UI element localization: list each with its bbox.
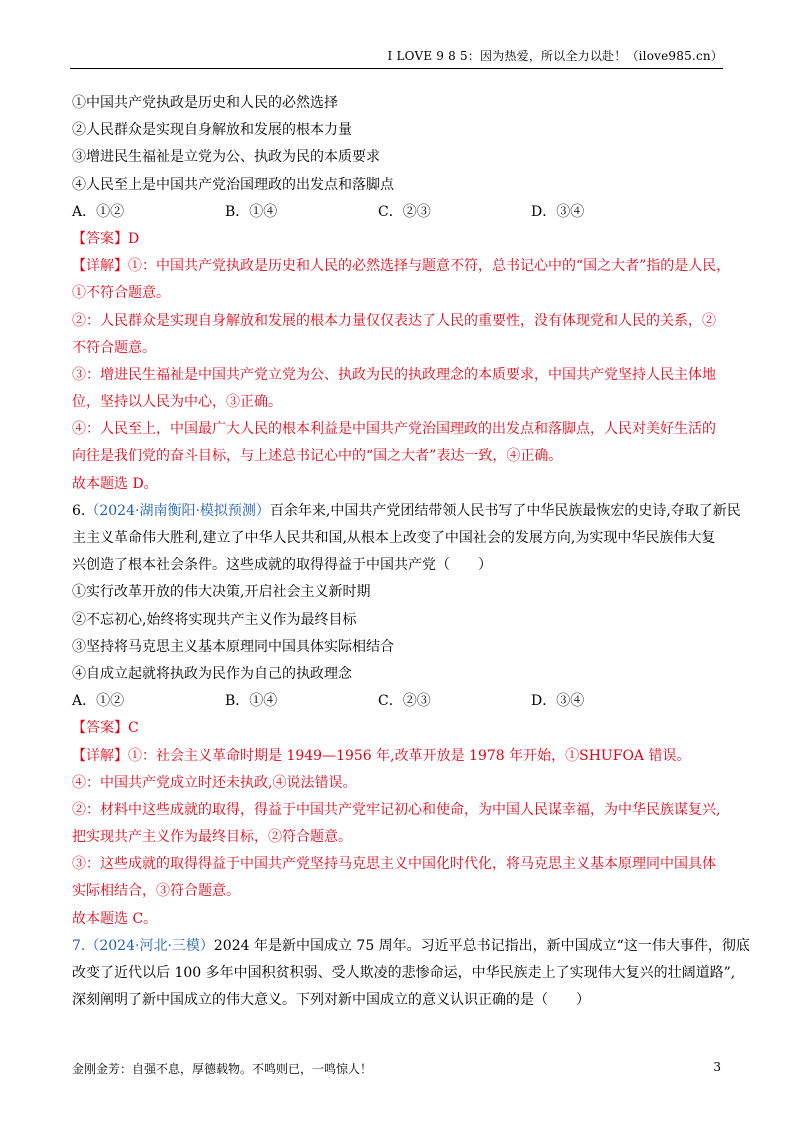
- q5-explain-line: ④：人民至上，中国最广大人民的根本利益是中国共产党治国理政的出发点和落脚点，人民对美好生活的: [72, 421, 716, 438]
- header-divider: [70, 68, 723, 69]
- q5-statement-1: ①中国共产党执政是历史和人民的必然选择: [72, 95, 338, 111]
- q6-explain-line: 实际相结合，③符合题意。: [72, 883, 240, 900]
- q6-source: （2024·湖南衡阳·模拟预测）: [85, 502, 270, 519]
- q5-explain-line: 位，坚持以人民为中心，③正确。: [72, 394, 282, 411]
- q5-answer: 【答案】D: [72, 230, 140, 247]
- q5-options: [72, 199, 724, 226]
- q7-number: 7.: [72, 937, 86, 954]
- q5-option-c: C．②③: [378, 203, 431, 220]
- q6-explain-line: 【详解】①：社会主义革命时期是 1949—1956 年,改革开放是 1978 年开始，①SHUFOA 错误。: [72, 747, 691, 764]
- q5-conclusion: 故本题选 D。: [72, 475, 158, 492]
- q6-option-b: B．①④: [225, 693, 278, 710]
- q5-explain-line: 向往是我们党的奋斗目标，与上述总书记心中的“国之大者”表达一致，④正确。: [72, 448, 563, 465]
- q6-stem-first: [72, 498, 741, 525]
- q6-answer: 【答案】C: [72, 720, 139, 737]
- page-content: [72, 90, 750, 1014]
- footer-motto: 金刚金芳：自强不息，厚德载物。不鸣则已，一鸣惊人！: [72, 1062, 373, 1076]
- q6-explain-line: 把实现共产主义作为最终目标，②符合题意。: [72, 829, 352, 846]
- q5-statement-2: ②人民群众是实现自身解放和发展的根本力量: [72, 122, 352, 139]
- q6-statement-1: ①实行改革开放的伟大决策,开启社会主义新时期: [72, 584, 371, 601]
- q6-option-a: A．①②: [72, 693, 125, 710]
- q6-statement-4: ④自成立起就将执政为民作为自己的执政理念: [72, 665, 352, 682]
- q6-options: [72, 688, 724, 715]
- page-header: I LOVE 9 8 5：因为热爱，所以全力以赴！（ilove985.cn）: [387, 49, 723, 63]
- q7-stem-line: 改变了近代以后 100 多年中国积贫积弱、受人欺凌的悲惨命运，中华民族走上了实现伟大复兴的壮阔道路”,: [72, 965, 736, 981]
- q7-stem-line: 深刻阐明了新中国成立的伟大意义。下列对新中国成立的意义认识正确的是（ ）: [72, 992, 590, 1009]
- q6-stem-line: 主主义革命伟大胜利,建立了中华人民共和国,从根本上改变了中国社会的发展方向,为实现中华民族伟大复: [72, 530, 716, 546]
- q6-explain-line: ③：这些成就的取得得益于中国共产党坚持马克思主义中国化时代化，将马克思主义基本原理同中国具体: [72, 856, 716, 873]
- q5-option-b: B．①④: [225, 203, 278, 220]
- q6-statement-3: ③坚持将马克思主义基本原理同中国具体实际相结合: [72, 638, 394, 655]
- q5-explain-line: 【详解】①：中国共产党执政是历史和人民的必然选择与题意不符，总书记心中的“国之大者”指的是人民，: [72, 258, 731, 275]
- q7-source: （2024·河北·三模）: [85, 937, 214, 954]
- q5-explain-line: ②：人民群众是实现自身解放和发展的根本力量仅仅表达了人民的重要性，没有体现党和人民的关系，②: [72, 312, 716, 329]
- q5-explain-line: ③：增进民生福祉是中国共产党立党为公、执政为民的执政理念的本质要求，中国共产党坚持人民主体地: [72, 366, 716, 383]
- q5-statement-3: ③增进民生福祉是立党为公、执政为民的本质要求: [72, 149, 380, 166]
- q6-stem-text: 百余年来,中国共产党团结带领人民书写了中华民族最恢宏的史诗,夺取了新民: [269, 502, 741, 519]
- q6-option-c: C．②③: [378, 693, 431, 710]
- q5-option-d: D．③④: [531, 203, 585, 220]
- q6-statement-2: ②不忘初心,始终将实现共产主义作为最终目标: [72, 611, 357, 628]
- q5-explain-line: 不符合题意。: [72, 339, 156, 356]
- q5-statement-4: ④人民至上是中国共产党治国理政的出发点和落脚点: [72, 176, 394, 193]
- q7-stem-first: [72, 933, 750, 960]
- q6-explain-line: ④：中国共产党成立时还未执政,④说法错误。: [72, 774, 357, 791]
- q6-conclusion: 故本题选 C。: [72, 910, 158, 927]
- q7-stem-text: 2024 年是新中国成立 75 周年。习近平总书记指出，新中国成立“这一伟大事件，彻底: [213, 937, 750, 954]
- q6-explain-line: ②：材料中这些成就的取得，得益于中国共产党牢记初心和使命，为中国人民谋幸福，为中华民族谋复兴,: [72, 801, 721, 818]
- page-number: 3: [713, 1060, 721, 1074]
- q6-stem-line: 兴创造了根本社会条件。这些成就的取得得益于中国共产党（ ）: [72, 557, 492, 574]
- q5-option-a: A．①②: [72, 203, 125, 220]
- q6-number: 6.: [72, 502, 86, 519]
- q5-explain-line: ①不符合题意。: [72, 285, 170, 302]
- q6-option-d: D．③④: [531, 693, 585, 710]
